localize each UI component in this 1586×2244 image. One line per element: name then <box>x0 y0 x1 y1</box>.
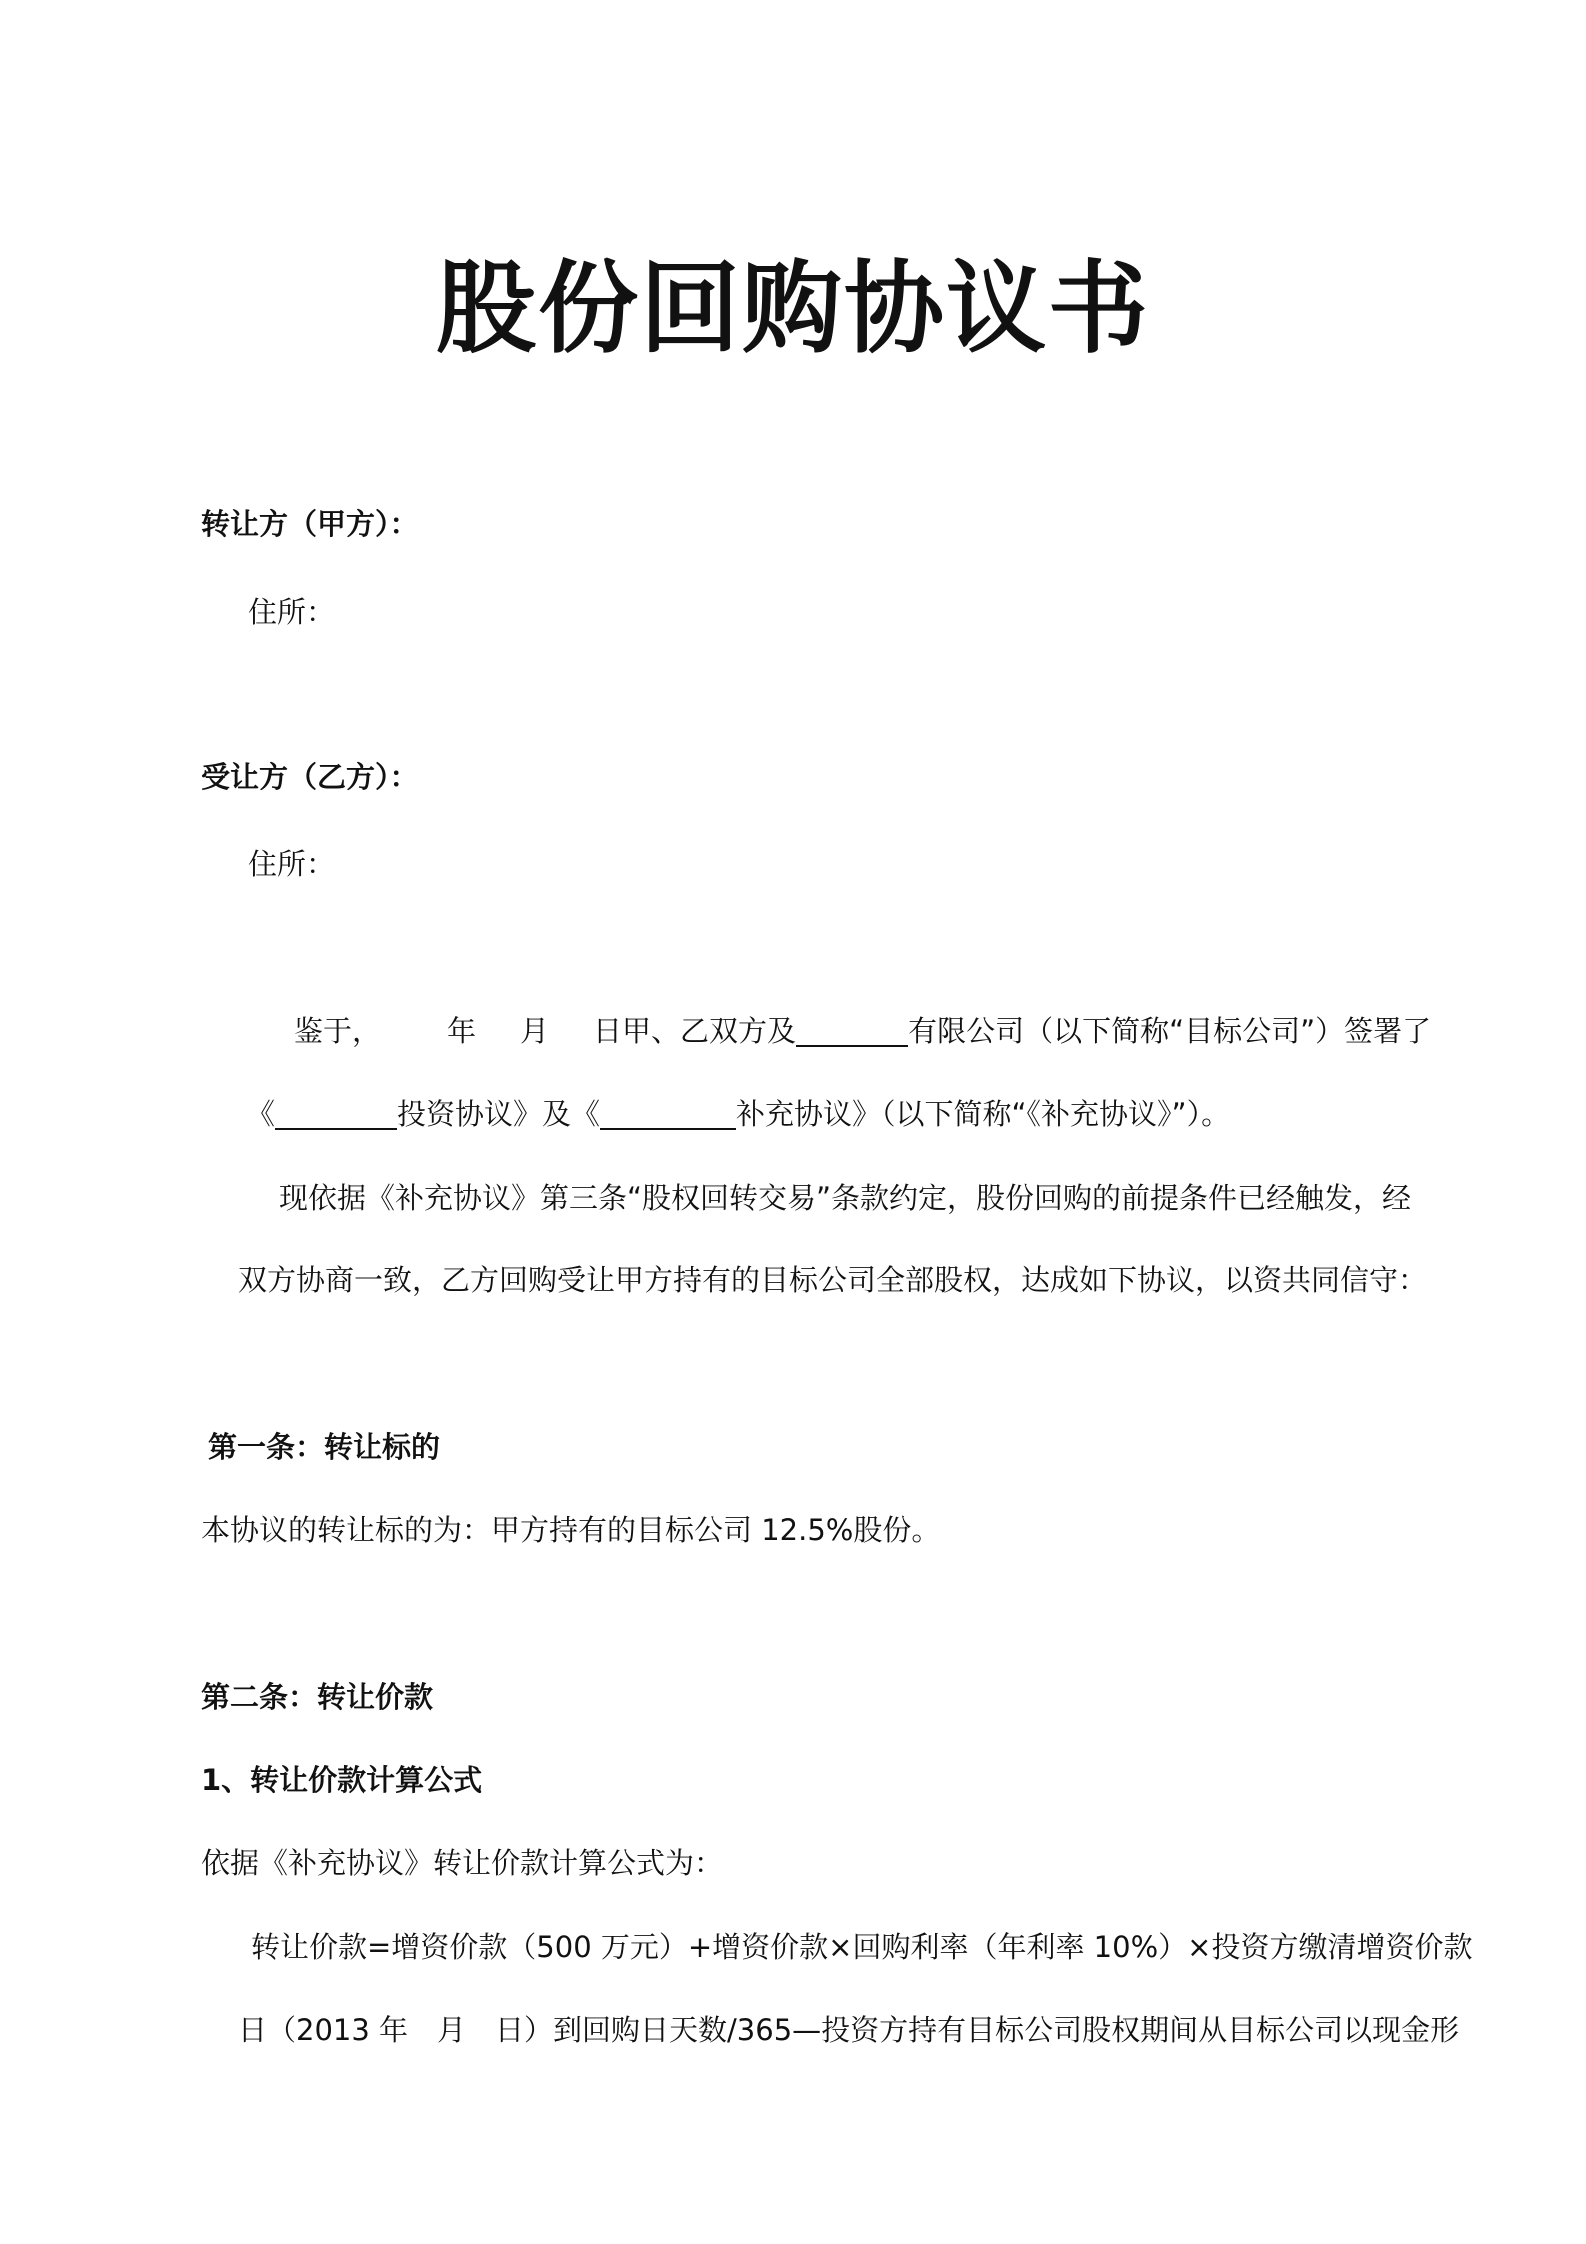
recital-open-quote: 《 <box>246 1097 276 1131</box>
transferee-label: 受让方（乙方）： <box>201 760 419 794</box>
article-1-heading: 第一条：转让标的 <box>208 1430 441 1464</box>
transferor-address-label: 住所： <box>248 595 336 629</box>
recital-supplementary-agreement: 补充协议》（以下简称“《补充协议》”）。 <box>736 1097 1231 1131</box>
investment-agreement-blank <box>275 1098 397 1130</box>
recital-lead: 鉴于， <box>294 1014 382 1048</box>
recital-company-text: 有限公司（以下简称“目标公司”）签署了 <box>908 1014 1432 1048</box>
formula-line-2: 日（2013 年 月 日）到回购日天数/365—投资方持有目标公司股权期间从目标公司以现金形 <box>238 2013 1460 2047</box>
supplementary-agreement-blank <box>600 1098 736 1130</box>
recital-line-3: 现依据《补充协议》第三条“股权回转交易”条款约定，股份回购的前提条件已经触发，经 <box>279 1181 1412 1215</box>
recital-line-1 <box>294 1009 1431 1050</box>
recital-day-text: 日甲、乙双方及 <box>593 1014 797 1048</box>
recital-investment-agreement: 投资协议》及《 <box>397 1097 601 1131</box>
formula-line-1: 转让价款=增资价款（500 万元）+增资价款×回购利率（年利率 10%）×投资方缴清增资价款 <box>251 1930 1473 1964</box>
article-1-text: 本协议的转让标的为：甲方持有的目标公司 12.5%股份。 <box>201 1513 941 1547</box>
recital-line-4: 双方协商一致，乙方回购受让甲方持有的目标公司全部股权，达成如下协议，以资共同信守： <box>238 1263 1428 1297</box>
article-2-heading: 第二条：转让价款 <box>201 1680 434 1714</box>
company-name-blank <box>796 1015 908 1047</box>
article-2-sub-heading: 1、转让价款计算公式 <box>201 1763 483 1797</box>
recital-line-2 <box>246 1092 1230 1133</box>
transferor-label: 转让方（甲方）： <box>201 507 419 541</box>
recital-month: 月 <box>520 1014 550 1048</box>
document-title: 股份回购协议书 <box>436 250 1150 367</box>
article-2-basis: 依据《补充协议》转让价款计算公式为： <box>201 1846 724 1880</box>
recital-year: 年 <box>447 1014 477 1048</box>
transferee-address-label: 住所： <box>248 847 336 881</box>
